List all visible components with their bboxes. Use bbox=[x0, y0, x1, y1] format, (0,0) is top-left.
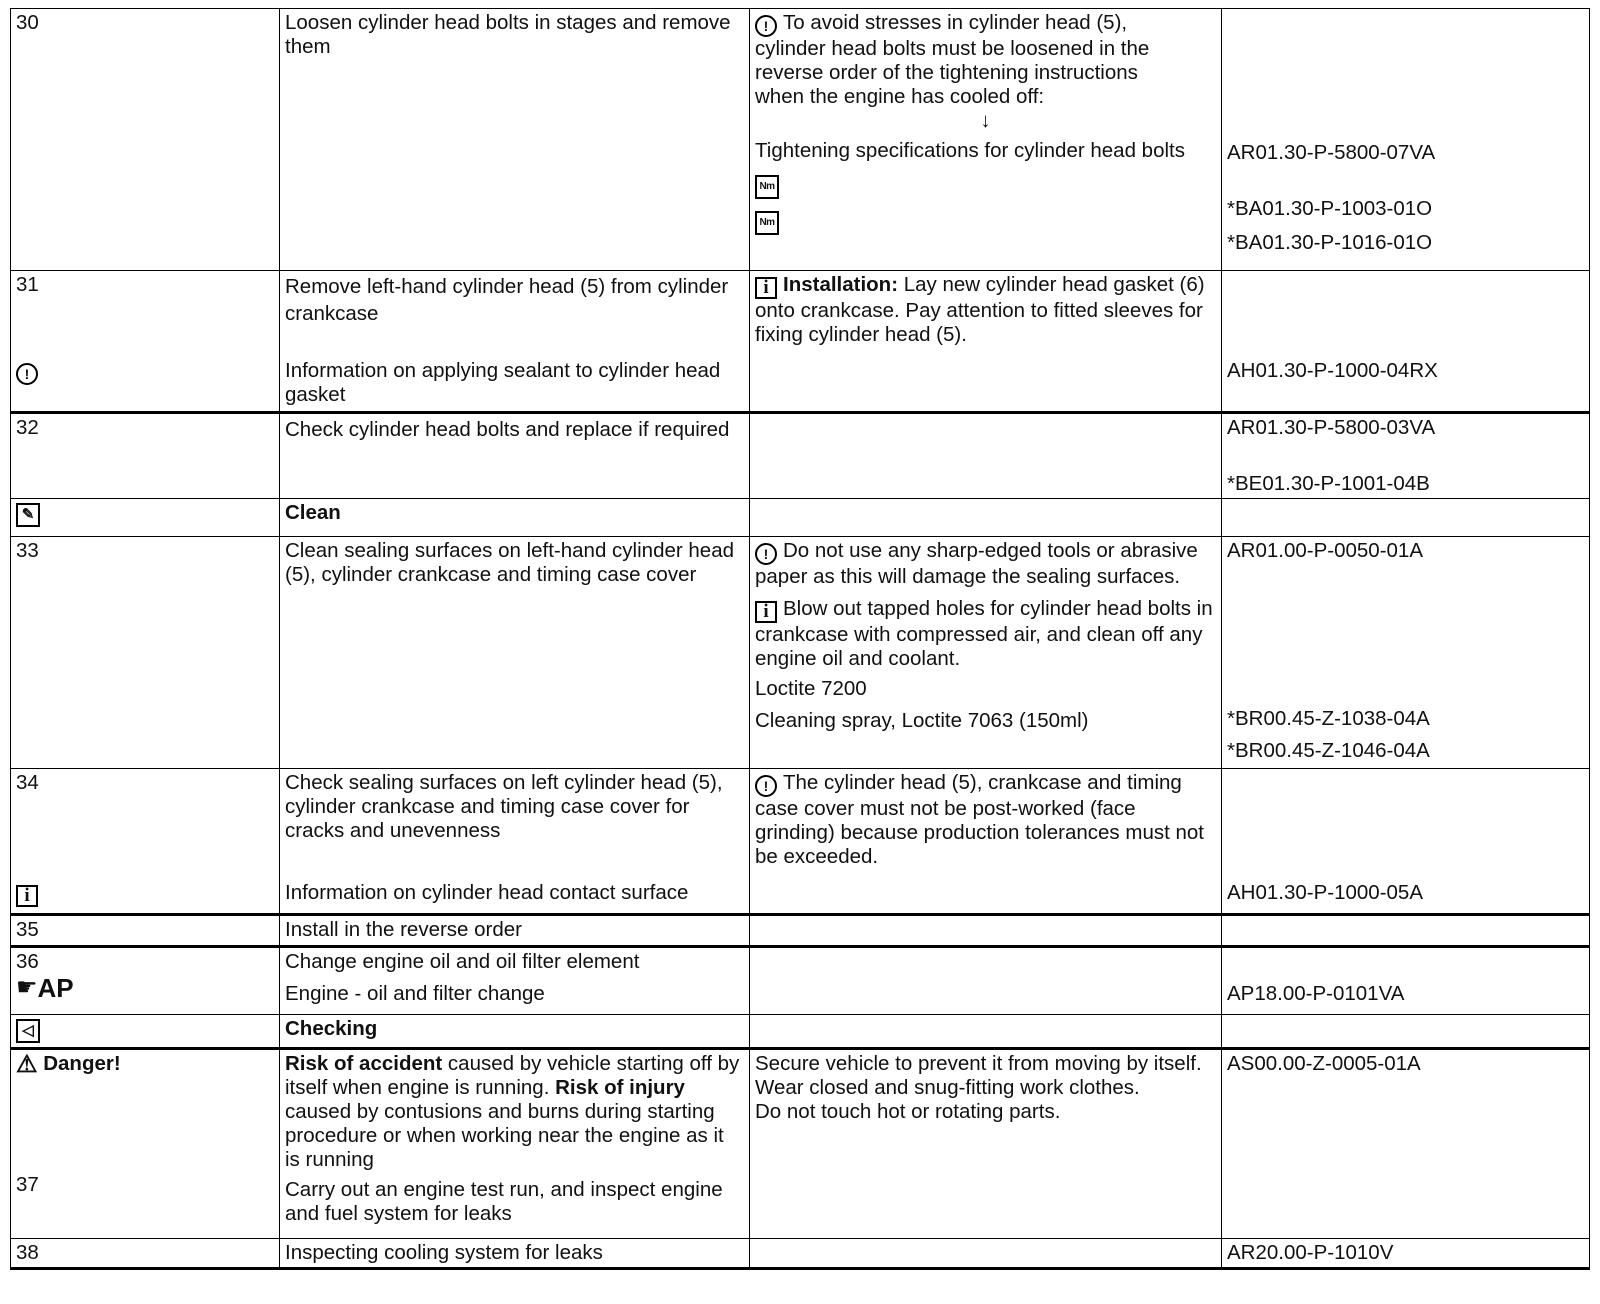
step-action: Install in the reverse order bbox=[280, 915, 750, 947]
sub-action-text: Information on cylinder head contact surface bbox=[285, 881, 689, 904]
step-number: 36 bbox=[16, 950, 39, 973]
section-row-checking bbox=[11, 1015, 1590, 1049]
risk-injury-label: Risk of injury bbox=[555, 1076, 685, 1099]
reference-link[interactable]: *BA01.30-P-1016-01O bbox=[1227, 231, 1433, 254]
spec-text: Tightening specifications for cylinder head bolts bbox=[755, 139, 1185, 162]
repair-instructions-document bbox=[10, 8, 1589, 1270]
step-references bbox=[1222, 1049, 1590, 1239]
checking-icon: ◁ bbox=[16, 1019, 40, 1043]
procedure-table bbox=[10, 8, 1590, 1270]
reference-link[interactable]: AR01.00-P-0050-01A bbox=[1227, 539, 1424, 562]
installation-text: Lay new cylinder head gasket (6) onto crankcase. Pay attention to fitted sleeves for fixing cylinder head (5). bbox=[755, 273, 1205, 346]
safety-measure: Secure vehicle to prevent it from moving by itself. bbox=[755, 1052, 1202, 1075]
danger-cell bbox=[11, 1049, 280, 1239]
step-references bbox=[1222, 769, 1590, 915]
table-row bbox=[11, 947, 1590, 1015]
step-number: 38 bbox=[11, 1239, 280, 1269]
reference-link[interactable]: AR01.30-P-5800-03VA bbox=[1227, 416, 1436, 439]
material-text: Cleaning spray, Loctite 7063 (150ml) bbox=[755, 709, 1089, 732]
clean-icon-cell bbox=[11, 499, 280, 537]
sub-action-text: Carry out an engine test run, and inspect engine and fuel system for leaks bbox=[285, 1178, 723, 1225]
section-title: Checking bbox=[280, 1015, 750, 1049]
step-number-cell bbox=[11, 271, 280, 413]
table-row bbox=[11, 271, 1590, 413]
clean-icon: ✎ bbox=[16, 503, 40, 527]
safety-measure: Do not touch hot or rotating parts. bbox=[755, 1100, 1061, 1123]
action-text: Check sealing surfaces on left cylinder head (5), cylinder crankcase and timing case cover for cracks and unevenness bbox=[285, 771, 723, 842]
note-line: cylinder head bolts must be loosened in the bbox=[755, 37, 1150, 60]
step-references bbox=[1222, 9, 1590, 271]
step-notes bbox=[750, 1049, 1222, 1239]
note-icon: ! bbox=[755, 775, 777, 797]
table-row bbox=[11, 413, 1590, 499]
info-icon: i bbox=[755, 601, 777, 623]
reference-link[interactable]: *BA01.30-P-1003-01O bbox=[1227, 197, 1433, 220]
reference-link[interactable]: AR20.00-P-1010V bbox=[1227, 1241, 1394, 1264]
note-icon: ! bbox=[16, 363, 38, 385]
step-action bbox=[280, 271, 750, 413]
step-number-cell bbox=[11, 947, 280, 1015]
torque-nm-icon: Nm bbox=[755, 211, 779, 235]
step-notes bbox=[750, 9, 1222, 271]
step-references bbox=[1222, 947, 1590, 1015]
reference-link[interactable]: AH01.30-P-1000-04RX bbox=[1227, 359, 1438, 382]
installation-label: Installation: bbox=[783, 273, 899, 296]
step-action: Loosen cylinder head bolts in stages and remove them bbox=[280, 9, 750, 271]
step-notes bbox=[750, 271, 1222, 413]
risk-accident-text: caused by vehicle starting off by itself when engine is running. bbox=[285, 1052, 740, 1099]
step-action bbox=[280, 947, 750, 1015]
safety-measure: Wear closed and snug-fitting work clothes. bbox=[755, 1076, 1140, 1099]
note-text: The cylinder head (5), crankcase and timing case cover must not be post-worked (face grinding) because production tolerances must not be exceeded. bbox=[755, 771, 1204, 868]
info-icon: i bbox=[755, 277, 777, 299]
ap-label: AP bbox=[37, 973, 74, 1003]
table-row bbox=[11, 9, 1590, 271]
step-number: 34 bbox=[16, 771, 39, 794]
step-references bbox=[1222, 537, 1590, 769]
section-title: Clean bbox=[280, 499, 750, 537]
risk-accident-label: Risk of accident bbox=[285, 1052, 443, 1075]
step-action: Clean sealing surfaces on left-hand cylinder head (5), cylinder crankcase and timing case cover bbox=[280, 537, 750, 769]
info-text: Blow out tapped holes for cylinder head bolts in crankcase with compressed air, and clean off any engine oil and coolant. bbox=[755, 597, 1213, 670]
step-action bbox=[280, 769, 750, 915]
step-number: 32 bbox=[11, 413, 280, 499]
material-text: Loctite 7200 bbox=[755, 677, 867, 700]
note-icon: ! bbox=[755, 543, 777, 565]
reference-link[interactable]: *BR00.45-Z-1046-04A bbox=[1227, 739, 1430, 762]
reference-link[interactable]: AH01.30-P-1000-05A bbox=[1227, 881, 1424, 904]
step-action bbox=[280, 1049, 750, 1239]
note-line: To avoid stresses in cylinder head (5), bbox=[783, 11, 1128, 34]
torque-nm-icon: Nm bbox=[755, 175, 779, 199]
danger-label: Danger! bbox=[43, 1052, 121, 1075]
down-arrow-icon: ↓ bbox=[980, 109, 991, 132]
step-number: 31 bbox=[16, 273, 39, 296]
action-text: Remove left-hand cylinder head (5) from cylinder crankcase bbox=[285, 275, 729, 325]
reference-link[interactable]: AS00.00-Z-0005-01A bbox=[1227, 1052, 1421, 1075]
note-line: reverse order of the tightening instructions bbox=[755, 61, 1138, 84]
step-notes bbox=[750, 537, 1222, 769]
step-notes bbox=[750, 769, 1222, 915]
action-text: Change engine oil and oil filter element bbox=[285, 950, 640, 973]
reference-link[interactable]: AP18.00-P-0101VA bbox=[1227, 982, 1405, 1005]
step-references bbox=[1222, 1239, 1590, 1269]
step-references bbox=[1222, 413, 1590, 499]
step-references bbox=[1222, 271, 1590, 413]
reference-link[interactable]: *BE01.30-P-1001-04B bbox=[1227, 472, 1430, 495]
reference-link[interactable]: AR01.30-P-5800-07VA bbox=[1227, 141, 1436, 164]
step-action: Check cylinder head bolts and replace if required bbox=[280, 413, 750, 499]
step-number-cell bbox=[11, 769, 280, 915]
info-icon: i bbox=[16, 885, 38, 907]
pointing-hand-icon: ☛ bbox=[16, 974, 38, 1001]
step-notes bbox=[750, 413, 1222, 499]
sub-action-text: Information on applying sealant to cylinder head gasket bbox=[285, 359, 721, 406]
table-row bbox=[11, 537, 1590, 769]
section-row-clean bbox=[11, 499, 1590, 537]
table-row bbox=[11, 1049, 1590, 1239]
note-icon: ! bbox=[755, 15, 777, 37]
step-action: Inspecting cooling system for leaks bbox=[280, 1239, 750, 1269]
note-text: Do not use any sharp-edged tools or abrasive paper as this will damage the sealing surfaces. bbox=[755, 539, 1198, 588]
warning-icon: ⚠ bbox=[16, 1051, 38, 1078]
checking-icon-cell bbox=[11, 1015, 280, 1049]
note-line: when the engine has cooled off: bbox=[755, 85, 1045, 108]
step-number: 33 bbox=[11, 537, 280, 769]
reference-link[interactable]: *BR00.45-Z-1038-04A bbox=[1227, 707, 1430, 730]
sub-action-text: Engine - oil and filter change bbox=[285, 982, 545, 1005]
table-row bbox=[11, 1239, 1590, 1269]
step-number: 37 bbox=[16, 1173, 39, 1196]
risk-injury-text: caused by contusions and burns during starting procedure or when working near the engine as it is running bbox=[285, 1100, 724, 1171]
step-number: 35 bbox=[11, 915, 280, 947]
table-row bbox=[11, 915, 1590, 947]
step-number: 30 bbox=[11, 9, 280, 271]
table-row bbox=[11, 769, 1590, 915]
